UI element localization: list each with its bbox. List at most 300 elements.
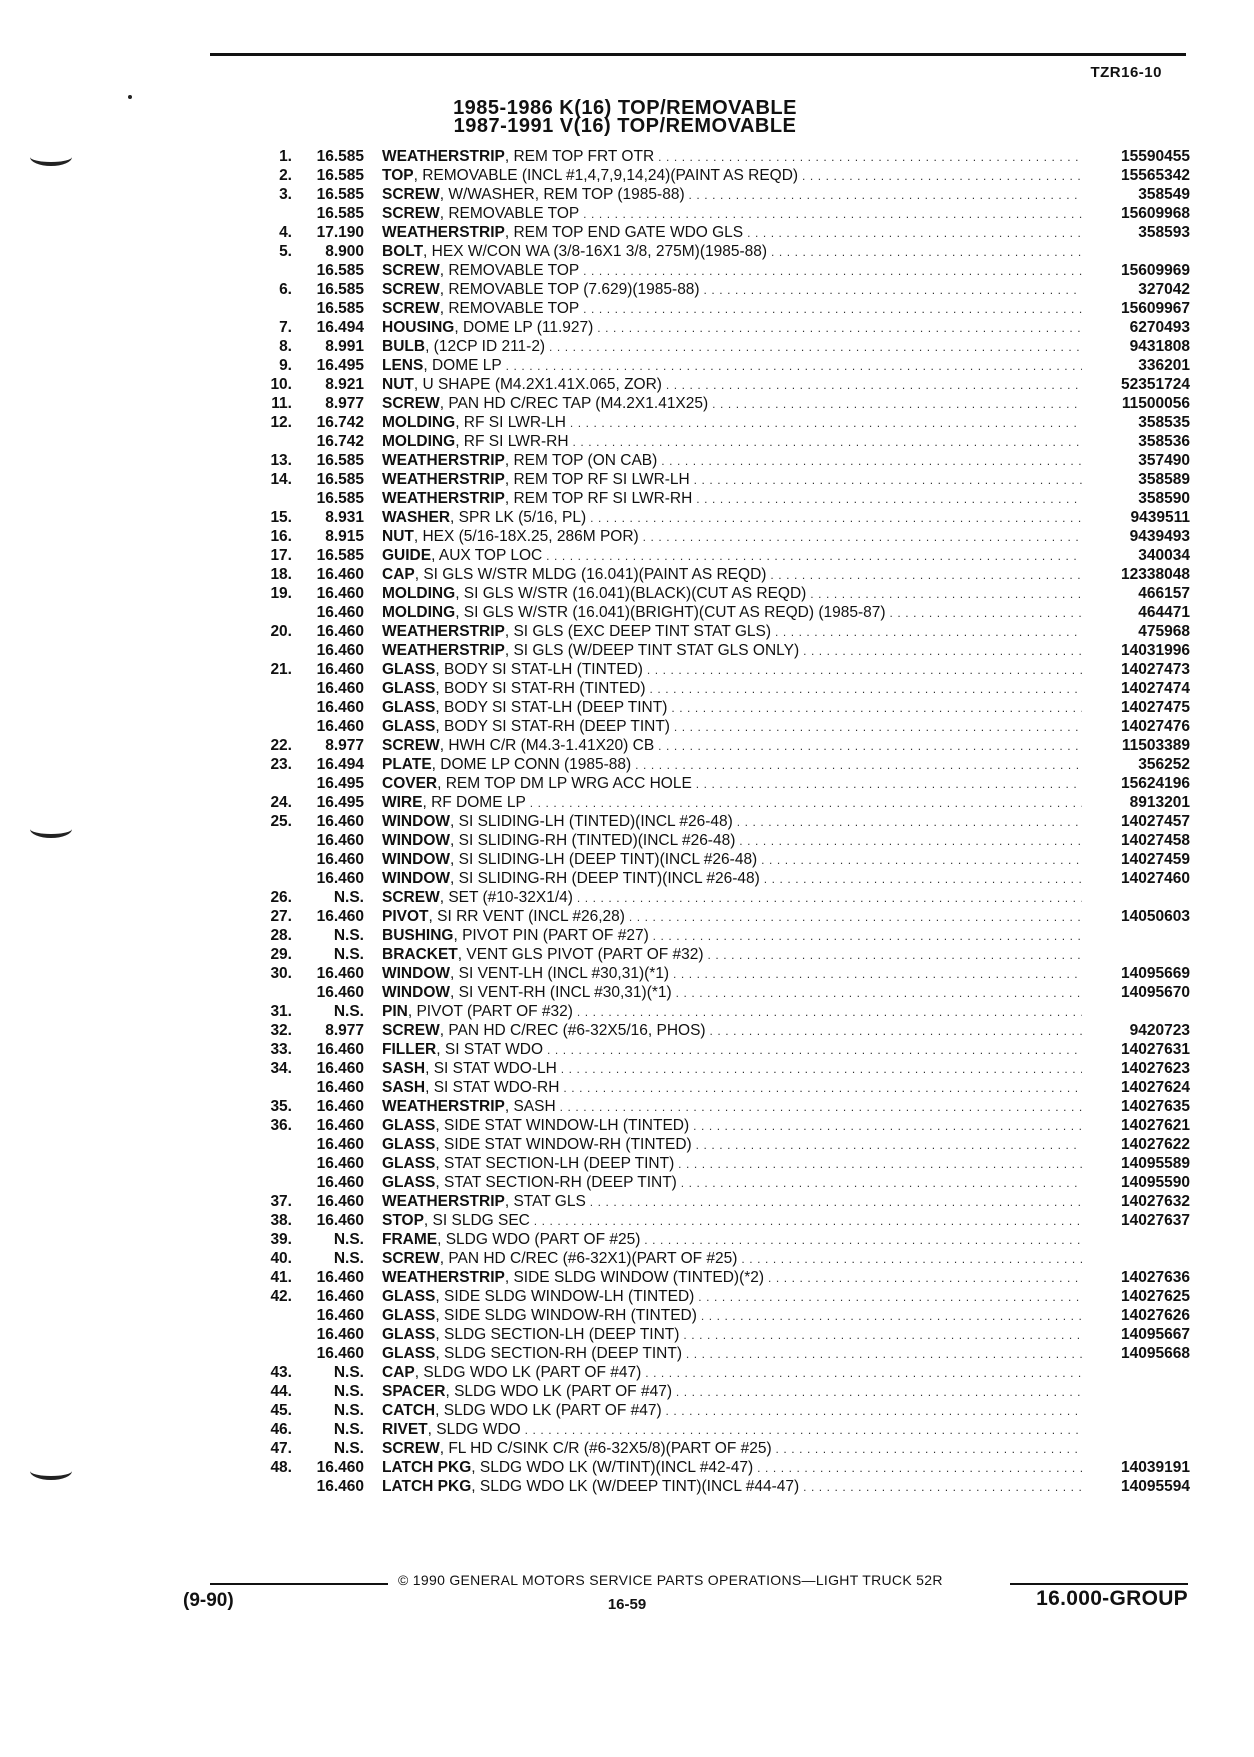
parts-row — [250, 1363, 1190, 1382]
item-number: 9. — [279, 357, 292, 374]
part-detail: , DOME LP CONN (1985-88) — [431, 756, 632, 773]
part-name: WIRE — [382, 794, 423, 811]
part-name: LENS — [382, 357, 424, 374]
parts-row — [250, 204, 1190, 223]
part-detail: , VENT GLS PIVOT (PART OF #32) — [457, 946, 704, 963]
part-description — [382, 508, 1082, 528]
group-number: 16.460 — [316, 1288, 364, 1305]
part-number: 14095668 — [1121, 1345, 1190, 1362]
item-number: 4. — [279, 224, 292, 241]
part-name: PLATE — [382, 756, 432, 773]
item-number: 1. — [279, 148, 292, 165]
part-number: 340034 — [1138, 547, 1190, 564]
part-description — [382, 698, 1082, 718]
part-name: SCREW — [382, 262, 440, 279]
parts-row — [250, 356, 1190, 375]
part-description — [382, 641, 1082, 661]
page-title-line-2: 1987-1991 V(16) TOP/REMOVABLE — [453, 115, 797, 137]
group-number: 16.460 — [316, 1326, 364, 1343]
footer-rule-left — [210, 1583, 388, 1585]
part-name: GLASS — [382, 1326, 436, 1343]
group-number: 16.460 — [316, 908, 364, 925]
group-number: 16.460 — [316, 1174, 364, 1191]
group-number: 8.915 — [325, 528, 364, 545]
part-description — [382, 1040, 1082, 1060]
part-number: 358536 — [1138, 433, 1190, 450]
part-name: SCREW — [382, 281, 440, 298]
part-description — [382, 242, 1082, 262]
part-number: 14027636 — [1121, 1269, 1190, 1286]
part-number: 14050603 — [1121, 908, 1190, 925]
part-name: STOP — [382, 1212, 424, 1229]
parts-row — [250, 565, 1190, 584]
part-description — [382, 413, 1082, 433]
part-number: 358535 — [1138, 414, 1190, 431]
part-number: 14027637 — [1121, 1212, 1190, 1229]
part-number: 12338048 — [1121, 566, 1190, 583]
parts-row — [250, 1230, 1190, 1249]
part-name: MOLDING — [382, 433, 456, 450]
part-description — [382, 185, 1082, 205]
part-description — [382, 565, 1082, 585]
part-description — [382, 755, 1082, 775]
part-detail: , SI SLIDING-RH (TINTED)(INCL #26-48) — [450, 832, 736, 849]
group-number: 16.460 — [316, 851, 364, 868]
item-number: 22. — [270, 737, 292, 754]
group-number: 16.460 — [316, 1212, 364, 1229]
part-description — [382, 964, 1082, 984]
part-name: BRACKET — [382, 946, 458, 963]
part-name: SCREW — [382, 300, 440, 317]
group-number: 16.460 — [316, 984, 364, 1001]
parts-row — [250, 432, 1190, 451]
parts-row — [250, 926, 1190, 945]
item-number: 21. — [270, 661, 292, 678]
part-name: CATCH — [382, 1402, 436, 1419]
part-detail: , DOME LP (11.927) — [454, 319, 594, 336]
group-label: 16.000-GROUP — [1036, 1587, 1188, 1610]
item-number: 8. — [279, 338, 292, 355]
part-name: CAP — [382, 566, 415, 583]
item-number: 12. — [270, 414, 292, 431]
part-description — [382, 204, 1082, 224]
item-number: 40. — [270, 1250, 292, 1267]
group-number: 8.977 — [325, 737, 364, 754]
parts-row — [250, 736, 1190, 755]
part-number: 11500056 — [1121, 395, 1190, 412]
part-description — [382, 1097, 1082, 1117]
part-name: WEATHERSTRIP — [382, 623, 505, 640]
part-description — [382, 299, 1082, 319]
item-number: 27. — [270, 908, 292, 925]
part-name: SPACER — [382, 1383, 446, 1400]
part-detail: , HEX (5/16-18X.25, 286M POR) — [413, 528, 639, 545]
part-detail: , SI STAT WDO-RH — [425, 1079, 560, 1096]
part-description — [382, 147, 1082, 167]
part-description — [382, 831, 1082, 851]
part-description — [382, 945, 1082, 965]
parts-row — [250, 413, 1190, 432]
parts-row — [250, 223, 1190, 242]
part-detail: , SI GLS (W/DEEP TINT STAT GLS ONLY) — [504, 642, 800, 659]
revision-date: (9-90) — [183, 1590, 234, 1611]
part-detail: , PAN HD C/REC (#6-32X1)(PART OF #25) — [439, 1250, 738, 1267]
parts-row — [250, 147, 1190, 166]
part-description — [382, 1382, 1082, 1402]
part-detail: , RF DOME LP — [422, 794, 526, 811]
part-name: HOUSING — [382, 319, 455, 336]
part-detail: , HEX W/CON WA (3/8-16X1 3/8, 275M)(1985-88) — [423, 243, 768, 260]
part-number: 14027458 — [1121, 832, 1190, 849]
item-number: 7. — [279, 319, 292, 336]
part-name: GLASS — [382, 661, 436, 678]
part-name: WINDOW — [382, 965, 451, 982]
part-detail: , SLDG SECTION-RH (DEEP TINT) — [435, 1345, 682, 1362]
part-description — [382, 1078, 1082, 1098]
part-name: WEATHERSTRIP — [382, 1098, 505, 1115]
parts-row — [250, 1382, 1190, 1401]
item-number: 35. — [270, 1098, 292, 1115]
part-number: 14027632 — [1121, 1193, 1190, 1210]
part-description — [382, 869, 1082, 889]
part-description — [382, 394, 1082, 414]
top-rule — [210, 53, 1186, 56]
group-number: 16.585 — [316, 262, 364, 279]
part-number: 358590 — [1138, 490, 1190, 507]
part-name: SCREW — [382, 1440, 440, 1457]
part-number: 357490 — [1138, 452, 1190, 469]
group-number: 16.460 — [316, 699, 364, 716]
part-name: GLASS — [382, 718, 436, 735]
item-number: 39. — [270, 1231, 292, 1248]
parts-row — [250, 1211, 1190, 1230]
group-number: N.S. — [333, 1231, 364, 1248]
parts-row — [250, 451, 1190, 470]
part-detail: , PIVOT PIN (PART OF #27) — [453, 927, 649, 944]
part-description — [382, 983, 1082, 1003]
part-detail: , SLDG WDO LK (PART OF #47) — [445, 1383, 672, 1400]
part-detail: , SIDE SLDG WINDOW-RH (TINTED) — [435, 1307, 697, 1324]
item-number: 2. — [279, 167, 292, 184]
part-name: WINDOW — [382, 984, 451, 1001]
part-detail: , REM TOP (ON CAB) — [504, 452, 658, 469]
parts-row — [250, 888, 1190, 907]
group-number: 16.460 — [316, 623, 364, 640]
parts-row — [250, 1059, 1190, 1078]
item-number: 29. — [270, 946, 292, 963]
part-number: 14095590 — [1121, 1174, 1190, 1191]
part-description — [382, 546, 1082, 566]
part-detail: , SIDE SLDG WINDOW-LH (TINTED) — [435, 1288, 695, 1305]
binder-hole-mark — [30, 820, 72, 838]
group-number: 16.585 — [316, 300, 364, 317]
part-number: 14095669 — [1121, 965, 1190, 982]
part-description — [382, 1287, 1082, 1307]
part-detail: , REM TOP FRT OTR — [504, 148, 655, 165]
group-number: 8.931 — [325, 509, 364, 526]
part-description — [382, 1401, 1082, 1421]
parts-row — [250, 489, 1190, 508]
part-description — [382, 166, 1082, 186]
part-detail: , REM TOP RF SI LWR-RH — [504, 490, 693, 507]
part-detail: , STAT SECTION-RH (DEEP TINT) — [435, 1174, 677, 1191]
parts-row — [250, 774, 1190, 793]
part-detail: , SI SLIDING-LH (TINTED)(INCL #26-48) — [450, 813, 733, 830]
part-name: BULB — [382, 338, 426, 355]
group-number: 16.460 — [316, 1098, 364, 1115]
part-detail: , SASH — [504, 1098, 556, 1115]
parts-row — [250, 850, 1190, 869]
part-name: PIN — [382, 1003, 408, 1020]
part-number: 14027457 — [1121, 813, 1190, 830]
part-description — [382, 660, 1082, 680]
group-number: 16.460 — [316, 661, 364, 678]
part-detail: , SPR LK (5/16, PL) — [450, 509, 587, 526]
part-description — [382, 907, 1082, 927]
part-name: CAP — [382, 1364, 415, 1381]
part-description — [382, 888, 1082, 908]
document-code: TZR16-10 — [1090, 64, 1162, 81]
item-number: 41. — [270, 1269, 292, 1286]
part-name: WEATHERSTRIP — [382, 490, 505, 507]
part-number: 15609967 — [1121, 300, 1190, 317]
group-number: 16.460 — [316, 718, 364, 735]
parts-row — [250, 527, 1190, 546]
parts-row — [250, 318, 1190, 337]
part-detail: , REM TOP DM LP WRG ACC HOLE — [437, 775, 692, 792]
part-detail: , BODY SI STAT-RH (TINTED) — [435, 680, 646, 697]
parts-row — [250, 1078, 1190, 1097]
part-number: 358589 — [1138, 471, 1190, 488]
part-number: 358593 — [1138, 224, 1190, 241]
parts-row — [250, 280, 1190, 299]
parts-row — [250, 717, 1190, 736]
part-name: FRAME — [382, 1231, 438, 1248]
part-detail: , DOME LP — [423, 357, 502, 374]
item-number: 19. — [270, 585, 292, 602]
part-detail: , RF SI LWR-LH — [455, 414, 566, 431]
part-description — [382, 318, 1082, 338]
part-detail: , BODY SI STAT-LH (TINTED) — [435, 661, 643, 678]
part-detail: , SI GLS W/STR (16.041)(BRIGHT)(CUT AS REQD) (1985-87) — [455, 604, 886, 621]
group-number: 16.494 — [316, 756, 364, 773]
parts-row — [250, 185, 1190, 204]
part-detail: , REMOVABLE TOP — [439, 262, 580, 279]
part-description — [382, 1211, 1082, 1231]
group-number: 16.460 — [316, 585, 364, 602]
part-detail: , SLDG WDO — [427, 1421, 521, 1438]
group-number: 16.460 — [316, 1193, 364, 1210]
parts-row — [250, 1268, 1190, 1287]
group-number: 16.460 — [316, 1345, 364, 1362]
part-name: GLASS — [382, 699, 436, 716]
item-number: 10. — [270, 376, 292, 393]
part-name: WINDOW — [382, 832, 451, 849]
parts-row — [250, 831, 1190, 850]
group-number: N.S. — [333, 927, 364, 944]
group-number: 8.977 — [325, 1022, 364, 1039]
parts-row — [250, 166, 1190, 185]
parts-row — [250, 337, 1190, 356]
part-detail: , SI SLDG SEC — [423, 1212, 530, 1229]
part-detail: , REMOVABLE TOP (7.629)(1985-88) — [439, 281, 700, 298]
part-detail: , STAT GLS — [504, 1193, 586, 1210]
part-detail: , REMOVABLE (INCL #1,4,7,9,14,24)(PAINT AS REQD) — [413, 167, 799, 184]
part-name: WINDOW — [382, 813, 451, 830]
part-description — [382, 622, 1082, 642]
part-detail: , W/WASHER, REM TOP (1985-88) — [439, 186, 685, 203]
part-detail: , PAN HD C/REC TAP (M4.2X1.41X25) — [439, 395, 709, 412]
part-detail: , SI SLIDING-RH (DEEP TINT)(INCL #26-48) — [450, 870, 760, 887]
group-number: 8.977 — [325, 395, 364, 412]
parts-row — [250, 755, 1190, 774]
item-number: 44. — [270, 1383, 292, 1400]
group-number: N.S. — [333, 1402, 364, 1419]
binder-hole-mark — [30, 1462, 72, 1480]
group-number: 16.742 — [316, 414, 364, 431]
part-number: 358549 — [1138, 186, 1190, 203]
part-detail: , PAN HD C/REC (#6-32X5/16, PHOS) — [439, 1022, 706, 1039]
part-detail: , REMOVABLE TOP — [439, 205, 580, 222]
group-number: 16.460 — [316, 832, 364, 849]
part-name: GLASS — [382, 1345, 436, 1362]
group-number: N.S. — [333, 1383, 364, 1400]
parts-row — [250, 546, 1190, 565]
part-description — [382, 451, 1082, 471]
group-number: 16.460 — [316, 604, 364, 621]
part-description — [382, 337, 1082, 357]
parts-row — [250, 983, 1190, 1002]
group-number: 16.460 — [316, 642, 364, 659]
part-description — [382, 850, 1082, 870]
parts-row — [250, 1249, 1190, 1268]
part-number: 14095589 — [1121, 1155, 1190, 1172]
part-description — [382, 717, 1082, 737]
part-number: 14095667 — [1121, 1326, 1190, 1343]
group-number: 16.585 — [316, 205, 364, 222]
part-number: 14027621 — [1121, 1117, 1190, 1134]
parts-row — [250, 1002, 1190, 1021]
item-number: 32. — [270, 1022, 292, 1039]
part-description — [382, 1192, 1082, 1212]
part-name: SCREW — [382, 737, 440, 754]
part-name: MOLDING — [382, 604, 456, 621]
part-detail: , SLDG WDO LK (PART OF #47) — [414, 1364, 642, 1381]
item-number: 24. — [270, 794, 292, 811]
part-number: 14095670 — [1121, 984, 1190, 1001]
part-name: NUT — [382, 528, 414, 545]
parts-row — [250, 242, 1190, 261]
item-number: 31. — [270, 1003, 292, 1020]
part-number: 356252 — [1138, 756, 1190, 773]
part-name: SCREW — [382, 186, 440, 203]
part-number: 14027631 — [1121, 1041, 1190, 1058]
group-number: 16.742 — [316, 433, 364, 450]
part-number: 6270493 — [1129, 319, 1190, 336]
parts-row — [250, 299, 1190, 318]
part-name: WEATHERSTRIP — [382, 1269, 505, 1286]
part-name: GLASS — [382, 1117, 436, 1134]
parts-row — [250, 1192, 1190, 1211]
group-number: 16.460 — [316, 1136, 364, 1153]
item-number: 37. — [270, 1193, 292, 1210]
item-number: 20. — [270, 623, 292, 640]
parts-row — [250, 641, 1190, 660]
part-number: 464471 — [1138, 604, 1190, 621]
group-number: 16.585 — [316, 281, 364, 298]
part-name: SCREW — [382, 1022, 440, 1039]
part-name: FILLER — [382, 1041, 437, 1058]
part-detail: , RF SI LWR-RH — [455, 433, 569, 450]
part-number: 14027459 — [1121, 851, 1190, 868]
part-description — [382, 1021, 1082, 1041]
parts-row — [250, 1097, 1190, 1116]
part-name: WEATHERSTRIP — [382, 471, 505, 488]
part-description — [382, 1306, 1082, 1326]
part-description — [382, 812, 1082, 832]
parts-row — [250, 1021, 1190, 1040]
parts-row — [250, 660, 1190, 679]
item-number: 23. — [270, 756, 292, 773]
parts-row — [250, 394, 1190, 413]
parts-row — [250, 1344, 1190, 1363]
parts-row — [250, 470, 1190, 489]
part-number: 14027622 — [1121, 1136, 1190, 1153]
group-number: 16.460 — [316, 680, 364, 697]
binder-hole-mark — [30, 148, 72, 166]
part-number: 52351724 — [1121, 376, 1190, 393]
part-description — [382, 356, 1082, 376]
part-name: GUIDE — [382, 547, 432, 564]
parts-row — [250, 1306, 1190, 1325]
part-name: RIVET — [382, 1421, 428, 1438]
group-number: 16.585 — [316, 547, 364, 564]
part-name: SCREW — [382, 395, 440, 412]
group-number: N.S. — [333, 889, 364, 906]
part-name: GLASS — [382, 1307, 436, 1324]
part-detail: , SI VENT-RH (INCL #30,31)(*1) — [450, 984, 672, 1001]
part-description — [382, 470, 1082, 490]
part-detail: , REM TOP RF SI LWR-LH — [504, 471, 690, 488]
footer-rule-right — [1010, 1583, 1188, 1585]
part-name: WASHER — [382, 509, 451, 526]
part-number: 14027476 — [1121, 718, 1190, 735]
part-name: COVER — [382, 775, 438, 792]
part-name: WINDOW — [382, 851, 451, 868]
part-description — [382, 1439, 1082, 1459]
part-number: 14027473 — [1121, 661, 1190, 678]
part-name: TOP — [382, 167, 414, 184]
part-description — [382, 1002, 1082, 1022]
part-detail: , SIDE STAT WINDOW-LH (TINTED) — [435, 1117, 690, 1134]
part-description — [382, 489, 1082, 509]
parts-row — [250, 622, 1190, 641]
part-number: 15590455 — [1121, 148, 1190, 165]
part-name: WEATHERSTRIP — [382, 452, 505, 469]
part-name: WINDOW — [382, 870, 451, 887]
parts-row — [250, 1439, 1190, 1458]
part-detail: , FL HD C/SINK C/R (#6-32X5/8)(PART OF #25) — [439, 1440, 772, 1457]
part-number: 9439493 — [1129, 528, 1190, 545]
item-number: 18. — [270, 566, 292, 583]
item-number: 3. — [279, 186, 292, 203]
parts-row — [250, 1458, 1190, 1477]
part-detail: , SI SLIDING-LH (DEEP TINT)(INCL #26-48) — [450, 851, 758, 868]
part-description — [382, 223, 1082, 243]
part-name: MOLDING — [382, 585, 456, 602]
group-number: 16.585 — [316, 186, 364, 203]
part-name: WEATHERSTRIP — [382, 148, 505, 165]
